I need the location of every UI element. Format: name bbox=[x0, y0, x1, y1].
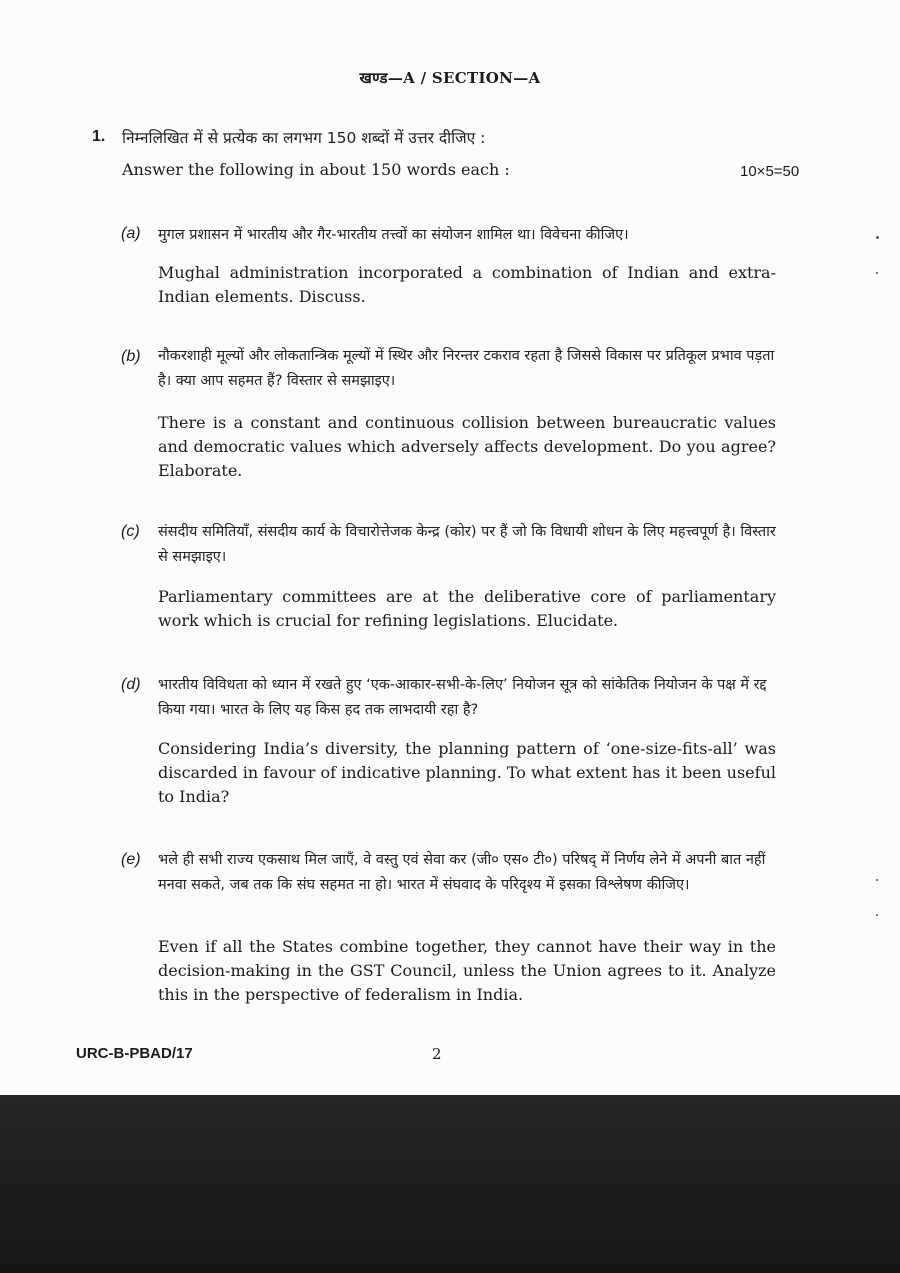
instruction-hindi: निम्नलिखित में से प्रत्येक का लगभग 150 शब्दों में उत्तर दीजिए : bbox=[122, 129, 486, 147]
part-label: (a) bbox=[121, 225, 141, 242]
part-label: (c) bbox=[121, 523, 140, 540]
part-text-english: Considering India’s diversity, the planning pattern of ‘one-size-fits-all’ was discarded in favour of indicative planning. To what extent has it been useful to India? bbox=[158, 739, 776, 806]
part-text-english: Even if all the States combine together, they cannot have their way in the decision-making in the GST Council, unless the Union agrees to it. Analyze this in the perspective of federalism in India. bbox=[158, 937, 776, 1004]
marks-allocation: 10×5=50 bbox=[740, 163, 800, 180]
section-title: खण्ड—A / SECTION—A bbox=[359, 69, 541, 87]
scan-speck bbox=[876, 879, 878, 881]
part-text-hindi: भले ही सभी राज्य एकसाथ मिल जाएँ, वे वस्तु एवं सेवा कर (जी० एस० टी०) परिषद् में निर्णय लेने में अपनी बात नहीं मनवा सकते, जब तक कि संघ सहमत ना हो। भारत में संघवाद के परिदृश्य में इसका विश्लेषण कीजिए। bbox=[158, 852, 766, 893]
part-label: (b) bbox=[121, 348, 141, 365]
scanner-background bbox=[0, 1095, 900, 1273]
instruction-english: Answer the following in about 150 words each : bbox=[122, 160, 510, 179]
question-number: 1. bbox=[92, 128, 106, 145]
scan-speck bbox=[876, 914, 878, 916]
scan-speck bbox=[876, 236, 879, 239]
page-number: 2 bbox=[432, 1045, 442, 1063]
part-text-hindi: नौकरशाही मूल्यों और लोकतान्त्रिक मूल्यों में स्थिर और निरन्तर टकराव रहता है जिससे विकास पर प्रतिकूल प्रभाव पड़ता है। क्या आप सहमत हैं? विस्तार से समझाइए। bbox=[158, 348, 775, 389]
part-text-hindi: भारतीय विविधता को ध्यान में रखते हुए ‘एक-आकार-सभी-के-लिए’ नियोजन सूत्र को सांकेतिक नियोजन के पक्ष में रद्द किया गया। भारत के लिए यह किस हद तक लाभदायी रहा है? bbox=[158, 677, 767, 718]
paper-code: URC-B-PBAD/17 bbox=[76, 1045, 193, 1062]
part-text-hindi: मुगल प्रशासन में भारतीय और गैर-भारतीय तत्त्वों का संयोजन शामिल था। विवेचना कीजिए। bbox=[158, 227, 629, 243]
scan-speck bbox=[876, 272, 878, 274]
part-text-english: Parliamentary committees are at the deliberative core of parliamentary work which is crucial for refining legislations. Elucidate. bbox=[158, 587, 776, 630]
part-label: (e) bbox=[121, 851, 141, 868]
part-text-hindi: संसदीय समितियाँ, संसदीय कार्य के विचारोत्तेजक केन्द्र (कोर) पर हैं जो कि विधायी शोधन के लिए महत्त्वपूर्ण है। विस्तार से समझाइए। bbox=[158, 524, 776, 565]
part-text-english: Mughal administration incorporated a combination of Indian and extra-Indian elements. Discuss. bbox=[158, 263, 776, 306]
part-text-english: There is a constant and continuous collision between bureaucratic values and democratic values which adversely affects development. Do you agree? Elaborate. bbox=[158, 413, 776, 480]
part-label: (d) bbox=[121, 676, 141, 693]
